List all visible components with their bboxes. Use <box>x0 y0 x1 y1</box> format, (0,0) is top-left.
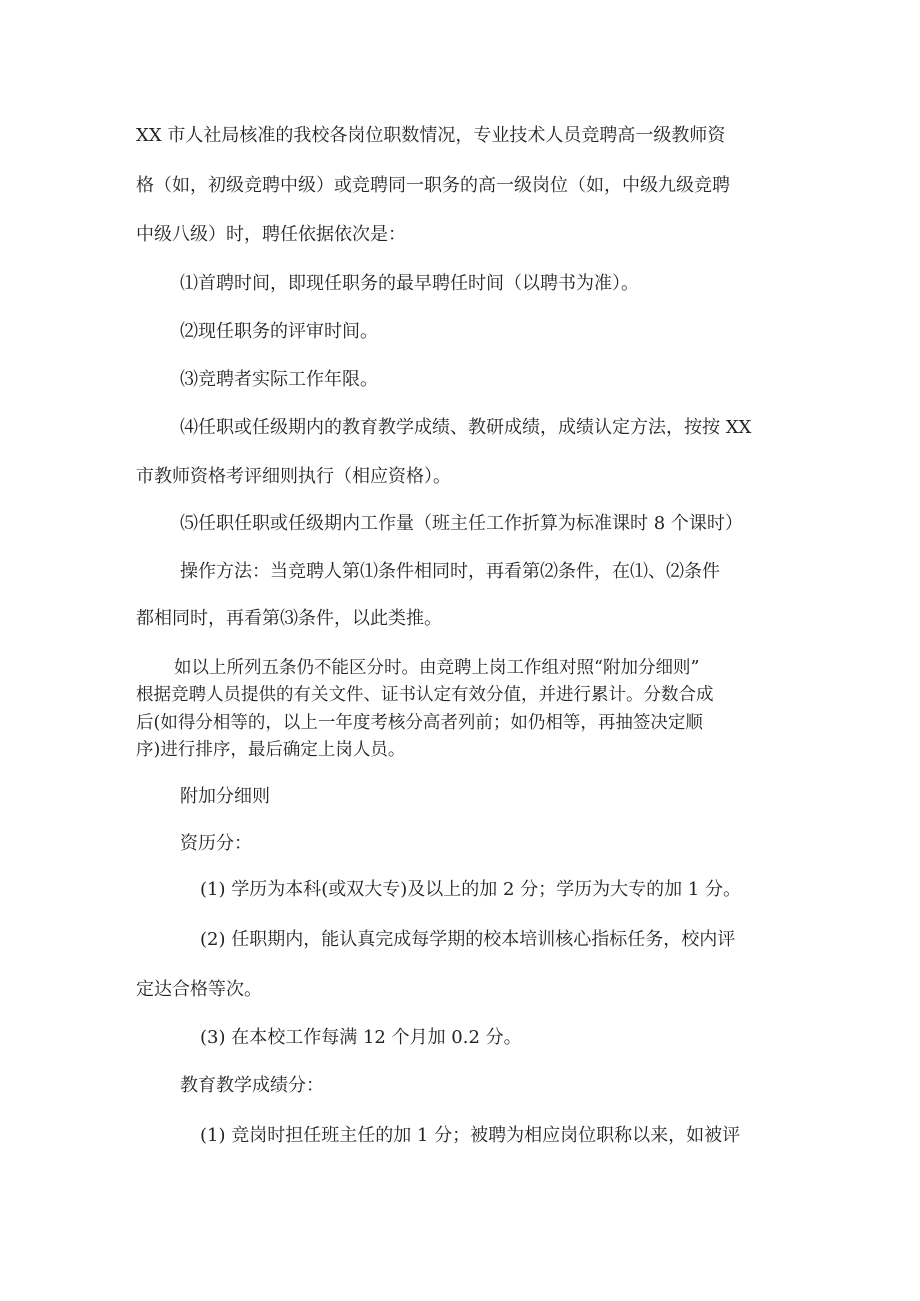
list-item-line: ⑵现任职务的评审时间。 <box>180 321 378 342</box>
section-heading: 附加分细则 <box>180 786 270 807</box>
list-item-line: (2) 任职期内，能认真完成每学期的校本培训核心指标任务，校内评 <box>200 929 736 950</box>
list-item-line: ⑴首聘时间，即现任职务的最早聘任时间（以聘书为准）。 <box>180 273 639 294</box>
paragraph-line: 都相同时，再看第⑶条件，以此类推。 <box>136 608 442 629</box>
paragraph-line: 序)进行排序，最后确定上岗人员。 <box>136 740 406 760</box>
list-item-line: (3) 在本校工作每满 12 个月加 0.2 分。 <box>200 1027 522 1048</box>
paragraph-line: 后(如得分相等的，以上一年度考核分高者列前；如仍相等，再抽签决定顺 <box>136 713 703 733</box>
list-item-continuation: 市教师资格考评细则执行（相应资格）。 <box>136 466 451 487</box>
paragraph-line: 操作方法：当竞聘人第⑴条件相同时，再看第⑵条件，在⑴、⑵条件 <box>180 561 720 582</box>
list-item-line: (1) 学历为本科(或双大专)及以上的加 2 分；学历为大专的加 1 分。 <box>200 879 742 900</box>
paragraph-line: 根据竞聘人员提供的有关文件、证书认定有效分值，并进行累计。分数合成 <box>136 685 714 705</box>
paragraph-line: 中级八级）时，聘任依据依次是： <box>136 224 406 245</box>
subsection-heading: 资历分： <box>180 833 252 854</box>
paragraph-line: 如以上所列五条仍不能区分时。由竞聘上岗工作组对照“附加分细则” <box>174 658 700 678</box>
list-item-line: ⑷任职或任级期内的教育教学成绩、教研成绩，成绩认定方法，按按 XX <box>180 417 752 438</box>
list-item-line: ⑸任职任职或任级期内工作量（班主任工作折算为标准课时 8 个课时） <box>180 513 743 534</box>
paragraph-line: 格（如，初级竞聘中级）或竞聘同一职务的高一级岗位（如，中级九级竞聘 <box>136 175 730 196</box>
subsection-heading: 教育教学成绩分： <box>180 1075 324 1096</box>
paragraph-line: XX 市人社局核准的我校各岗位职数情况，专业技术人员竞聘高一级教师资 <box>136 125 726 146</box>
list-item-continuation: 定达合格等次。 <box>136 979 262 1000</box>
list-item-line: (1) 竞岗时担任班主任的加 1 分；被聘为相应岗位职称以来，如被评 <box>200 1125 741 1146</box>
list-item-line: ⑶竞聘者实际工作年限。 <box>180 369 378 390</box>
